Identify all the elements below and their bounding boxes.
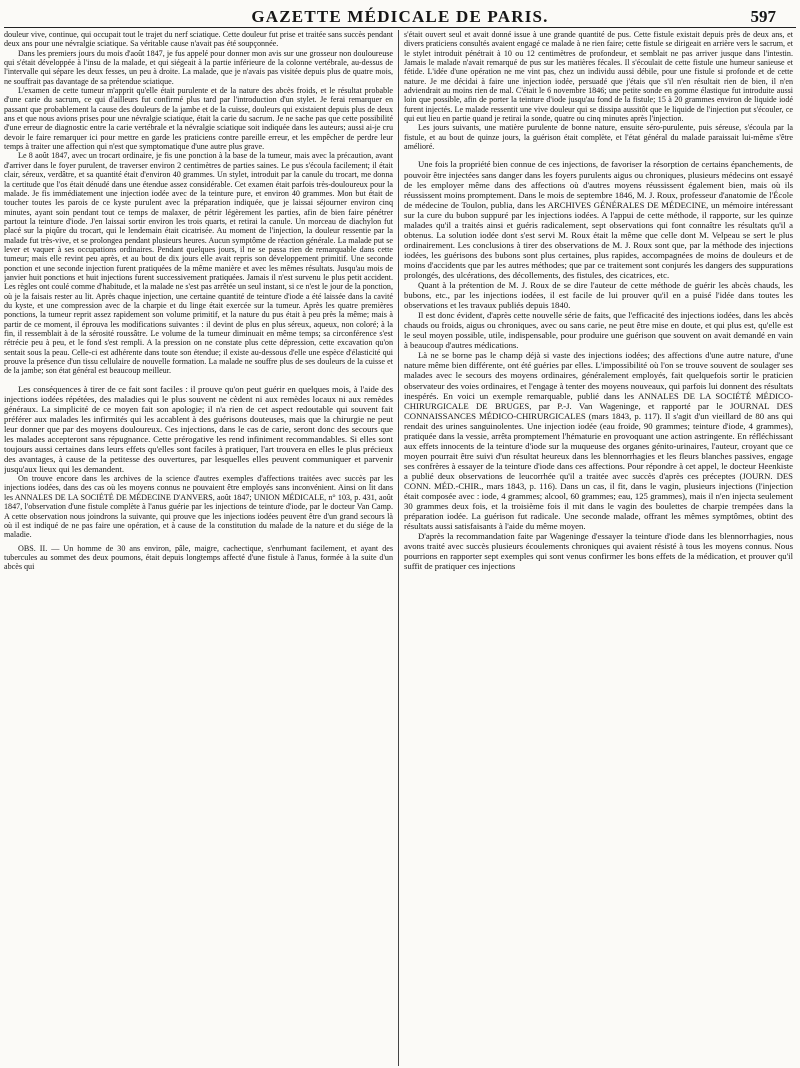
right-paragraph: Là ne se borne pas le champ déjà si vaste des injections iodées; des affections d'une autre nature, d'une nature même bien différente, ont été guéries par elles. L'impossibilité où l'on se trouve souvent de soulager ses malades avec le secours des moyens ordinaires, généralement employés, fait quelquefois sortir le praticien observateur des voies ordinaires, et l'engage à tenter des moyens nouveaux, qui parfois lui donnent des résultats inespérés. En voici un exemple remarquable, publié dans les ANNALES DE LA SOCIÉTÉ MÉDICO-CHIRURGICALE DE BRUGES, par P.-J. Van Wageninge, et rapporté par le JOURNAL DES CONNAISSANCES MÉDICO-CHIRURGICALES (mars 1843, p. 117). Il s'agit d'un vieillard de 80 ans qui rendait des urines sanguinolentes. Une injection iodée (eau froide, 90 grammes; teinture d'iode, 4 grammes), pratiquée dans la vessie, arrêta promptement l'hématurie en provoquant une action astringente. En réfléchissant aux effets innocents de la teinture d'iode sur la muqueuse des organes génito-urinaires, l'auteur, croyant que ce moyen pourrait être suivi d'un résultat heureux dans les blennorrhagies et les fleurs blanches passives, engage ses confrères à essayer de la teinture d'iode dans ces affections. Pour répondre à cet appel, le docteur Heenkiste a publié deux observations de leucorrhée qu'il a traitée avec succès d'après ces préceptes (JOURN. DES CONN. MÉD.-CHIR., mars 1843, p. 116). Dans un cas, il fit, dans le vagin, plusieurs injections (l'injection était composée avec : iode, 4 grammes; alcool, 60 grammes; eau, 125 grammes), mais il n'en injecta seulement 30 grammes deux fois, et la troisième fois il mit dans le vagin des boulettes de charpie trempées dans la préparation iodée. La guérison fut radicale. Une seconde malade, offrant les mêmes symptômes, obtint des résultats aussi satisfaisants à l'aide du même moyen. — [404, 350, 793, 532]
right-paragraph: Une fois la propriété bien connue de ces injections, de favoriser la résorption de certains épanchements, de pouvoir être injectées sans danger dans les foyers purulents aigus ou chroniques, plusieurs médecins ont essayé de les employer même dans des affections où d'autres moyens réussissent également bien, mais où ils réussissent moins promptement. Dans le mois de septembre 1846, M. J. Roux, professeur d'anatomie de l'École de médecine de Toulon, publia, dans les ARCHIVES GÉNÉRALES DE MÉDECINE, un mémoire intéressant sur la cure du bubon suppuré par les injections iodées. A l'appui de cette méthode, il rapporte, sur les quinze malades qu'il a traités ainsi et guéris radicalement, sept observations qui font connaître les résultats qu'il a obtenus. La solution iodée dont s'est servi M. Roux était la même que celle dont M. Velpeau se sert le plus ordinairement. Les conclusions à tirer des observations de M. J. Roux sont que, par la méthode des injections iodées, les guérisons des bubons sont plus certaines, plus rapides, accompagnées de moins de douleurs et de moins d'accidents que par les autres méthodes; que par ce traitement sont conjurés les dangers des suppurations prolongés, des ulcérations, des décollements, des fistules, des cicatrices, etc. — [404, 159, 793, 280]
left-paragraph: On trouve encore dans les archives de la science d'autres exemples d'affections traitées avec succès par les injections iodées, dans des cas où les moyens connus ne pouvaient être employés sans inconvénient. Ainsi on lit dans les ANNALES DE LA SOCIÉTÉ DE MÉDECINE D'ANVERS, août 1847; UNION MÉDICALE, n° 103, p. 431, août 1847, l'observation d'une fistule complète à l'anus guérie par les injections de teinture d'iode, par le docteur Van Camp. A cette observation nous joindrons la suivante, qui prouve que les injections iodées peuvent être d'un grand secours là où il est indiqué de ne pas faire une opération, et à cause de la constitution du malade de la nature et du siége de la maladie. — [4, 474, 393, 540]
journal-title: GAZETTE MÉDICALE DE PARIS. — [251, 7, 549, 26]
page-header — [0, 0, 800, 26]
left-paragraph: Les conséquences à tirer de ce fait sont faciles : il prouve qu'on peut guérir en quelques mois, à l'aide des injections iodées répétées, des maladies qui le plus souvent ne cèdent ni aux remèdes locaux ni aux remèdes généraux. La simplicité de ce moyen fait son apologie; il n'a rien de cet aspect redoutable qui souvent fait préférer aux malades les infirmités qui les accablent à des guérisons douteuses, mais que la chirurgie ne peut leur donner que par des moyens douloureux. Ces injections, dans le cas de carie, seront donc des secours que les malades accepteront sans répugnance. Cette prérogative les rend infiniment recommandables. Si elles sont toujours aussi certaines dans leurs effets qu'elles sont faciles à pratiquer, l'art trouvera en elles le plus précieux des avantages, à cause de la petitesse des ouvertures, par lesquelles elles peuvent communiquer et parvenir jusqu'aux lieux qui les demandent. — [4, 383, 393, 475]
right-paragraph: D'après la recommandation faite par Wageninge d'essayer la teinture d'iode dans les blennorrhagies, nous avons traité avec succès plusieurs écoulements chroniques qui avaient résisté à tous les moyens connus. Nous pourrions en rapporter sept exemples qui sont venus confirmer les bons effets de la médication, et prouver qu'il suffit de pratiquer ces injections — [404, 531, 793, 572]
right-paragraph: s'était ouvert seul et avait donné issue à une grande quantité de pus. Cette fistule existait depuis près de deux ans, et divers praticiens consultés avaient engagé ce malade à ne rien faire; cette fistule se dirigeait en arrière vers le sacrum, et le stylet introduit pénétrait à 10 ou 12 centimètres de profondeur, et semblait ne pas arriver jusque dans l'intestin. Jamais le malade n'avait remarqué de pus sur les matières fécales. Il s'écoulait de cette fistule une humeur sanieuse et fétide. L'idée d'une opération ne me vint pas, chez un individu aussi débile, pour une fistule si profonde et de cette nature. Je me décidai à faire une injection iodée, persuadé que j'étais que s'il n'en résultait rien de bien, il n'en adviendrait au moins rien de mal. C'était le 6 novembre 1846; une petite sonde en gomme élastique fut introduite aussi loin que possible, afin de porter la teinture d'iode jusqu'au fond de la fistule; 15 à 20 grammes environ de liquide iodé furent injectés. Le malade ressentit une vive douleur qui se dissipa aussitôt que le liquide de l'injection put s'écouler, ce qui eut lieu en partie quand je retirai la sonde, quatre ou cinq minutes après l'injection. — [404, 30, 793, 124]
left-paragraph: Dans les premiers jours du mois d'août 1847, je fus appelé pour donner mon avis sur une grosseur non douloureuse qui s'était développée à l'insu de la malade, et qui siégeait à la partie inférieure de la colonne vertébrale, au-dessus de l'intervalle qui sépare les deux fesses, un peu à droite. La malade, que je n'avais pas visitée depuis plus de quatre mois, ne souffrait pas davantage de sa prétendue sciatique. — [4, 48, 393, 86]
paragraph-gap — [404, 151, 793, 159]
right-paragraph: Les jours suivants, une matière purulente de bonne nature, ensuite séro-purulente, puis séreuse, s'écoula par la fistule, et au bout de quinze jours, la guérison était complète, et l'état général du malade paraissait lui-même s'être amélioré. — [404, 123, 793, 152]
column-divider — [398, 30, 399, 1066]
left-paragraph: douleur vive, continue, qui occupait tout le trajet du nerf sciatique. Cette douleur fut prise et traitée sans succès pendant deux ans pour une névralgie sciatique. Sa véritable cause n'avait pas été soupçonnée. — [4, 30, 393, 49]
left-column — [4, 30, 393, 1066]
left-paragraph: L'examen de cette tumeur m'apprit qu'elle était purulente et de la nature des abcès froids, et le résultat probable d'une carie du sacrum, ce qui d'ailleurs fut confirmé plus tard par l'introduction d'un stylet. Je ferai remarquer en passant que probablement la cause des douleurs de la jambe et de la cuisse, douleurs qui existaient depuis plus de deux ans et que nous avions prises pour une névralgie sciatique, était la carie du sacrum. Je ne sache pas que cette possibilité d'une erreur de diagnostic entre la carie vertébrale et la névralgie sciatique soit indiquée dans les auteurs; aussi ai-je cru devoir le faire remarquer ici pour mettre en garde les praticiens contre pareille erreur, et les empêcher de perdre leur temps à traiter une affection qui n'est que symptomatique d'une autre plus grave. — [4, 86, 393, 152]
page-number: 597 — [750, 7, 776, 26]
left-paragraph: OBS. II. — Un homme de 30 ans environ, pâle, maigre, cachectique, s'enrhumant facilement, et ayant des tubercules au sommet des deux poumons, était depuis longtemps affecté d'une fistule à l'anus, formée à la suite d'un abcès qui — [4, 543, 393, 572]
header-rule — [4, 27, 796, 28]
left-paragraph: Le 8 août 1847, avec un trocart ordinaire, je fis une ponction à la base de la tumeur, mais avec la précaution, avant d'arriver dans le foyer purulent, de traverser environ 2 centimètres de parties saines. Le pus s'écoula facilement; il était clair, séreux, verdâtre, et sa quantité était d'environ 40 grammes. Un stylet, introduit par la canule du trocart, me donna la certitude que l'os était dénudé dans une étendue assez considérable. Cet examen était parfois très-douloureux pour la malade. Je fis immédiatement une injection iodée avec de la teinture pure, et environ 40 grammes. Mon but était de toucher toutes les parois de ce kyste purulent avec la préparation indiquée, que je laissai séjourner environ cinq minutes, ayant soin pendant tout ce temps de malaxer, de pétrir légèrement les parties, afin de bien faire pénétrer partout la teinture d'iode. J'en laissai sortir environ les trois quarts, et retirai la canule. Un morceau de diachylon fut placé sur la piqûre du trocart, qui le lendemain était cicatrisée. Au moment de l'injection, la douleur ressentie par la malade fut très-vive, et se prolongea pendant plusieurs heures. Aucun symptôme de réaction générale. La malade put se lever et vaquer à ses occupations ordinaires. Pendant quelques jours, il ne se passa rien de remarquable dans cette tumeur; mais elle revint peu après, et au bout de dix jours elle avait repris son développement primitif. Une seconde ponction et une seconde injection furent pratiquées de la même manière et avec les mêmes résultats. Jusqu'au mois de janvier huit ponctions et huit injections furent successivement pratiquées. Jamais il n'est survenu le plus petit accident. Les règles ont coulé comme d'habitude, et la malade ne s'est pas arrêtée un seul instant, si ce n'est le jour de la ponction, où je la faisais rester au lit. Après chaque injection, une certaine quantité de teinture d'iode a été laissée dans la cavité du kyste, et une compression avec de la charpie et du linge était exercée sur la tumeur. Après les quatre premières ponctions, la tumeur reprit assez rapidement son volume primitif, et la nature du pus était à peu près la même; mais à partir de ce moment, il éprouva les modifications suivantes : il devint de plus en plus séreux, aqueux, non coloré; à la fin, il ressemblait à de la sérosité roussâtre. Le volume de la tumeur diminuait en même temps; sa circonférence s'est rétrécie peu à peu, et le fond s'est rempli. A la pression on ne constate plus cette dépression, cette excavation qu'on sentait sous la peau. Celle-ci est adhérente dans toute son étendue; il existe au-dessous d'elle une espèce d'élasticité qui prouve la présence d'un tissu cellulaire de nouvelle formation. La malade ne souffre plus de ses douleurs de la cuisse et de la jambe; son état général est beaucoup meilleur. — [4, 151, 393, 376]
right-column — [404, 30, 793, 1066]
right-paragraph: Il est donc évident, d'après cette nouvelle série de faits, que l'efficacité des injections iodées, dans les abcès chauds ou froids, aigus ou chroniques, avec ou sans carie, ne peut être mise en doute, et qui plus est, qu'elle est le seul moyen possible, utile, indispensable, pour produire une guérison que souvent on avait demandé en vain à beaucoup d'autres médications. — [404, 310, 793, 351]
paragraph-gap — [4, 376, 393, 384]
right-paragraph: Quant à la prétention de M. J. Roux de se dire l'auteur de cette méthode de guérir les abcès chauds, les bubons, etc., par les injections iodées, il est facile de lui prouver qu'il en a puisé l'idée dans toutes les observations et les travaux publiés depuis 1840. — [404, 280, 793, 311]
